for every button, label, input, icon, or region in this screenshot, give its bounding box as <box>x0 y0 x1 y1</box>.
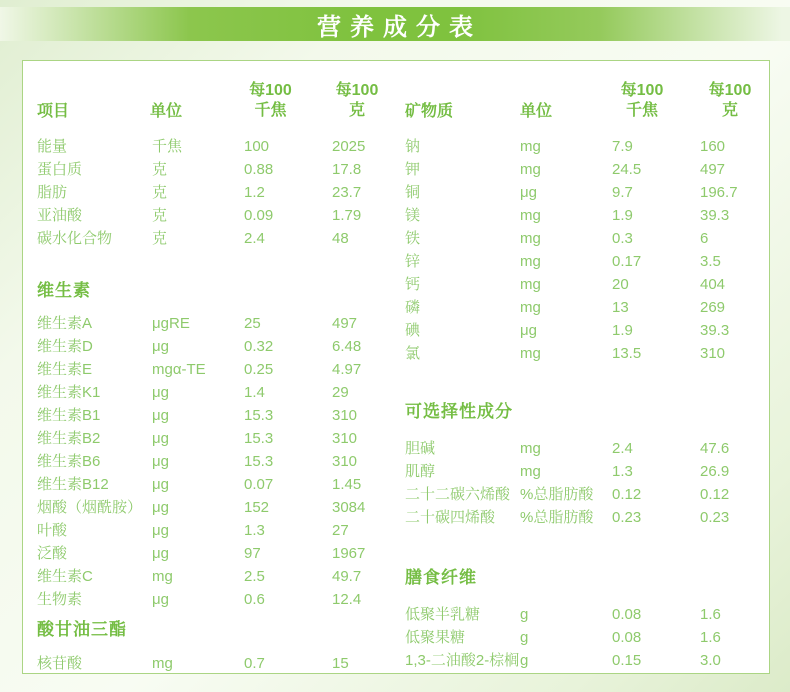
row-per100kj-value: 7.9 <box>612 138 633 155</box>
row-unit: mg <box>520 345 541 362</box>
header-g-line: 克 <box>721 102 738 119</box>
row-per100g-value: 310 <box>332 407 358 424</box>
row-unit: μg <box>152 430 169 447</box>
row-per100kj-value: 2.4 <box>612 440 633 457</box>
table-row <box>405 342 761 365</box>
page-title: 营养成分表 <box>317 13 482 41</box>
row-name: 脂肪 <box>37 184 68 201</box>
row-name: 碳水化合物 <box>37 230 113 247</box>
table-row <box>37 542 387 565</box>
header-unit: 单位 <box>150 103 183 120</box>
header-per100-line: 每100 <box>249 82 292 99</box>
table-row <box>37 227 387 250</box>
row-unit: mg <box>520 463 541 480</box>
row-per100kj-value: 25 <box>244 315 261 332</box>
row-name: 维生素K1 <box>37 384 101 401</box>
row-per100kj-value: 1.9 <box>612 322 633 339</box>
row-unit: mg <box>520 299 541 316</box>
header-per100g-stack <box>327 81 387 121</box>
row-per100kj-value: 1.9 <box>612 207 633 224</box>
table-section <box>37 135 387 250</box>
row-per100g-value: 26.9 <box>700 463 730 480</box>
row-per100g-value: 497 <box>332 315 358 332</box>
row-unit: g <box>520 606 529 623</box>
row-per100kj-value: 15.3 <box>244 430 274 447</box>
row-unit: μg <box>520 184 537 201</box>
row-per100g-value: 269 <box>700 299 726 316</box>
table-row <box>37 381 387 404</box>
row-name: 钠 <box>405 138 421 155</box>
row-name: 维生素A <box>37 315 93 332</box>
row-per100kj-value: 0.6 <box>244 591 265 608</box>
table-row <box>405 250 761 273</box>
row-unit: 克 <box>152 161 168 178</box>
header-per100-line: 每100 <box>335 82 379 99</box>
row-per100g-value: 12.4 <box>332 591 362 608</box>
row-unit: mgα-TE <box>152 361 206 378</box>
row-per100g-value: 27 <box>332 522 349 539</box>
header-unit: 单位 <box>520 103 553 120</box>
table-row <box>37 312 387 335</box>
row-per100kj-value: 0.08 <box>612 606 642 623</box>
row-unit: μgRE <box>152 315 190 332</box>
row-per100kj-value: 0.07 <box>244 476 274 493</box>
row-per100g-value: 310 <box>700 345 726 362</box>
row-unit: μg <box>152 338 169 355</box>
row-per100kj-value: 2.4 <box>244 230 265 247</box>
row-per100kj-value: 0.23 <box>612 509 642 526</box>
row-per100g-value: 48 <box>332 230 349 247</box>
row-unit: mg <box>152 655 173 672</box>
table-row <box>37 158 387 181</box>
row-per100g-value: 17.8 <box>332 161 362 178</box>
row-per100g-value: 310 <box>332 453 358 470</box>
row-per100kj-value: 13 <box>612 299 629 316</box>
row-per100kj-value: 100 <box>244 138 270 155</box>
header-per100g <box>700 81 761 121</box>
row-per100kj-value: 0.08 <box>612 629 642 646</box>
row-per100g-value: 47.6 <box>700 440 730 457</box>
row-name: 碘 <box>405 322 421 339</box>
row-unit: mg <box>520 276 541 293</box>
row-name: 叶酸 <box>37 522 68 539</box>
table-row <box>405 483 761 506</box>
row-name: 镁 <box>405 207 421 224</box>
row-unit: %总脂肪酸 <box>520 509 594 526</box>
row-per100kj-value: 0.32 <box>244 338 274 355</box>
table-row <box>37 473 387 496</box>
sections-right <box>405 135 761 672</box>
row-per100kj-value: 20 <box>612 276 629 293</box>
table-section <box>37 617 387 674</box>
row-per100kj-value: 97 <box>244 545 261 562</box>
row-name: 维生素C <box>37 568 93 585</box>
table-row <box>405 649 761 672</box>
table-row <box>405 181 761 204</box>
row-name: 二十碳四烯酸 <box>405 509 496 526</box>
table-row <box>37 588 387 611</box>
row-unit: μg <box>152 545 169 562</box>
row-per100kj-value: 15.3 <box>244 407 274 424</box>
row-unit: 克 <box>152 207 168 224</box>
row-name: 肌醇 <box>405 463 436 480</box>
header-per100kj <box>240 81 327 121</box>
table-row <box>37 565 387 588</box>
row-per100g-value: 1.79 <box>332 207 362 224</box>
row-name: 低聚半乳糖 <box>405 606 481 623</box>
sections-left <box>37 135 387 674</box>
row-name: 氯 <box>405 345 421 362</box>
row-per100kj-value: 24.5 <box>612 161 642 178</box>
row-name: 铁 <box>405 230 421 247</box>
row-per100g-value: 49.7 <box>332 568 362 585</box>
row-per100kj-value: 152 <box>244 499 270 516</box>
row-unit: mg <box>520 161 541 178</box>
section-title: 维生素 <box>37 281 91 300</box>
row-name: 烟酸（烟酰胺） <box>37 499 143 516</box>
row-per100g-value: 23.7 <box>332 184 362 201</box>
table-row <box>37 135 387 158</box>
row-name: 维生素D <box>37 338 93 355</box>
table-row <box>37 204 387 227</box>
row-per100g-value: 0.12 <box>700 486 730 503</box>
table-row <box>405 273 761 296</box>
row-name: 二十二碳六烯酸 <box>405 486 511 503</box>
row-per100kj-value: 15.3 <box>244 453 274 470</box>
row-per100g-value: 4.97 <box>332 361 362 378</box>
table-row <box>37 519 387 542</box>
table-row <box>37 652 387 674</box>
row-per100kj-value: 0.12 <box>612 486 642 503</box>
header-per100g <box>327 81 387 121</box>
row-per100g-value: 310 <box>332 430 358 447</box>
row-unit: μg <box>152 499 169 516</box>
row-per100g-value: 1.45 <box>332 476 362 493</box>
row-unit: μg <box>152 407 169 424</box>
table-row <box>405 603 761 626</box>
row-per100g-value: 39.3 <box>700 207 730 224</box>
table-row <box>405 319 761 342</box>
table-row <box>405 227 761 250</box>
row-unit: μg <box>152 522 169 539</box>
panel-minerals <box>399 75 761 673</box>
row-per100kj-value: 1.4 <box>244 384 265 401</box>
header-per100g-stack <box>700 81 760 121</box>
row-name: 磷 <box>405 299 421 316</box>
header-per100kj-stack <box>612 81 672 121</box>
row-name: 钾 <box>405 161 421 178</box>
row-unit: mg <box>520 138 541 155</box>
row-per100kj-value: 1.2 <box>244 184 265 201</box>
row-per100g-value: 497 <box>700 161 726 178</box>
row-name: 维生素B2 <box>37 430 101 447</box>
row-per100g-value: 29 <box>332 384 349 401</box>
row-per100g-value: 3.5 <box>700 253 721 270</box>
row-name: 维生素B6 <box>37 453 101 470</box>
row-per100kj-value: 2.5 <box>244 568 265 585</box>
row-per100kj-value: 1.3 <box>612 463 633 480</box>
row-per100kj-value: 0.25 <box>244 361 274 378</box>
table-row <box>37 358 387 381</box>
row-name: 生物素 <box>37 591 83 608</box>
row-per100kj-value: 0.7 <box>244 655 265 672</box>
row-per100g-value: 1967 <box>332 545 366 562</box>
table-section <box>405 565 761 672</box>
row-unit: mg <box>520 230 541 247</box>
table-row <box>405 135 761 158</box>
row-per100g-value: 1.6 <box>700 629 721 646</box>
row-per100g-value: 3.0 <box>700 652 721 669</box>
row-name: 维生素B12 <box>37 476 109 493</box>
row-unit: μg <box>520 322 537 339</box>
panel-items <box>37 75 399 673</box>
table-header-right <box>405 75 761 121</box>
table-row <box>405 437 761 460</box>
row-unit: 克 <box>152 184 168 201</box>
row-per100kj-value: 0.88 <box>244 161 274 178</box>
table-row <box>405 506 761 529</box>
header-kj-line: 千焦 <box>625 102 658 119</box>
header-kj-line: 千焦 <box>254 102 287 119</box>
row-name: 铜 <box>405 184 421 201</box>
row-unit: g <box>520 652 529 669</box>
row-unit: μg <box>152 453 169 470</box>
row-per100g-value: 15 <box>332 655 349 672</box>
table-row <box>37 335 387 358</box>
header-g-line: 克 <box>348 102 365 119</box>
row-per100kj-value: 0.3 <box>612 230 633 247</box>
row-per100g-value: 0.23 <box>700 509 730 526</box>
table-row <box>405 204 761 227</box>
table-section <box>405 135 761 365</box>
table-row <box>405 460 761 483</box>
row-name: 钙 <box>405 276 421 293</box>
header-items: 项目 <box>37 103 70 120</box>
table-header-left <box>37 75 387 121</box>
table-row <box>37 496 387 519</box>
row-name: 维生素E <box>37 361 93 378</box>
header-minerals: 矿物质 <box>405 103 454 120</box>
header-per100kj-stack <box>240 81 300 121</box>
row-unit: %总脂肪酸 <box>520 486 594 503</box>
row-name: 锌 <box>405 253 421 270</box>
table-row <box>405 296 761 319</box>
row-per100g-value: 404 <box>700 276 726 293</box>
row-unit: μg <box>152 476 169 493</box>
row-per100kj-value: 9.7 <box>612 184 633 201</box>
row-per100kj-value: 0.15 <box>612 652 642 669</box>
row-per100kj-value: 0.17 <box>612 253 642 270</box>
row-unit: mg <box>520 440 541 457</box>
title-banner <box>0 7 790 41</box>
row-per100g-value: 1.6 <box>700 606 721 623</box>
row-per100kj-value: 13.5 <box>612 345 642 362</box>
table-section <box>405 399 761 529</box>
row-name: 维生素B1 <box>37 407 101 424</box>
row-per100g-value: 3084 <box>332 499 366 516</box>
table-row <box>37 450 387 473</box>
row-per100g-value: 6.48 <box>332 338 362 355</box>
section-title: 膳食纤维 <box>405 568 477 587</box>
row-unit: mg <box>152 568 173 585</box>
row-name: 泛酸 <box>37 545 68 562</box>
table-row <box>37 404 387 427</box>
row-name: 亚油酸 <box>37 207 83 224</box>
row-per100kj-value: 1.3 <box>244 522 265 539</box>
row-unit: 千焦 <box>152 138 183 155</box>
row-name: 核苷酸 <box>37 655 83 672</box>
row-name: 1,3-二油酸2-棕榈 <box>405 652 520 669</box>
row-name: 胆碱 <box>405 440 436 457</box>
row-per100g-value: 196.7 <box>700 184 738 201</box>
row-per100g-value: 6 <box>700 230 709 247</box>
table-section <box>37 278 387 611</box>
header-per100-line: 每100 <box>620 82 664 99</box>
table-row <box>405 158 761 181</box>
row-per100g-value: 2025 <box>332 138 366 155</box>
row-per100kj-value: 0.09 <box>244 207 274 224</box>
row-unit: 克 <box>152 230 168 247</box>
row-name: 低聚果糖 <box>405 629 466 646</box>
nutrition-table <box>22 60 770 674</box>
row-unit: μg <box>152 384 169 401</box>
row-unit: μg <box>152 591 169 608</box>
header-per100-line: 每100 <box>708 82 752 99</box>
table-row <box>37 427 387 450</box>
row-unit: mg <box>520 207 541 224</box>
section-title: 酸甘油三酯 <box>37 620 127 639</box>
row-unit: g <box>520 629 529 646</box>
row-per100g-value: 160 <box>700 138 726 155</box>
header-per100kj <box>612 81 700 121</box>
row-unit: mg <box>520 253 541 270</box>
table-row <box>405 626 761 649</box>
table-row <box>37 181 387 204</box>
row-name: 能量 <box>37 138 68 155</box>
section-title: 可选择性成分 <box>405 402 513 421</box>
row-per100g-value: 39.3 <box>700 322 730 339</box>
row-name: 蛋白质 <box>37 161 83 178</box>
